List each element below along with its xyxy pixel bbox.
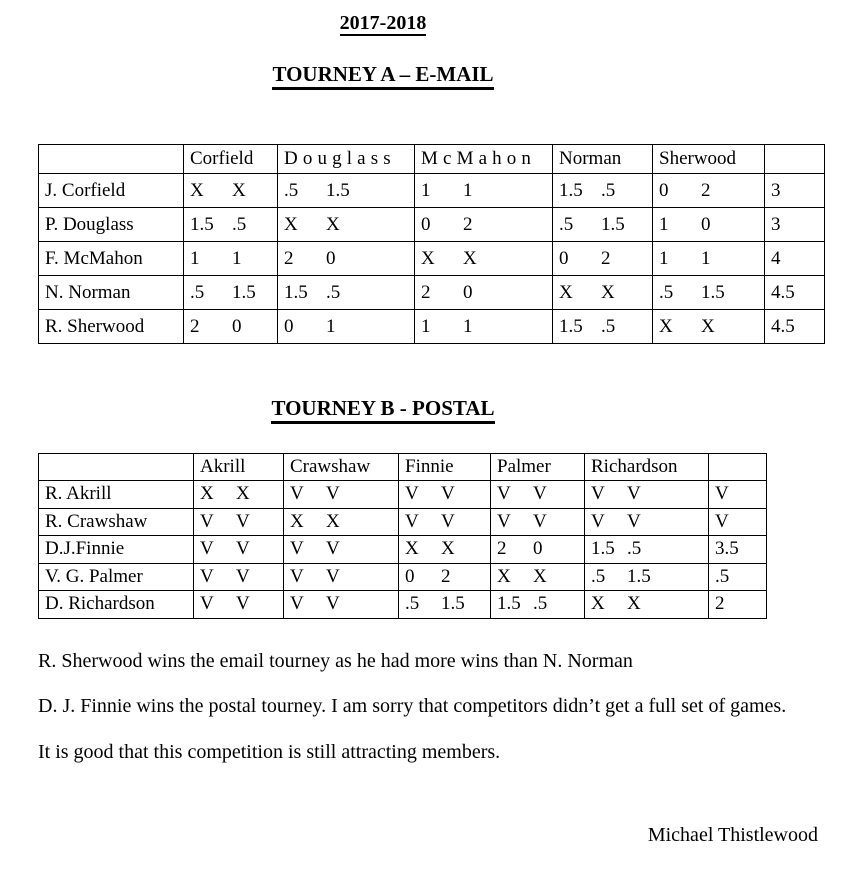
score-second: 1.5 [326,179,350,201]
score-second: .5 [601,179,616,201]
score-first: 0 [421,213,431,235]
score-second: X [326,213,340,235]
total-score: 3 [765,208,825,242]
score-second: V [533,510,547,532]
score-cell [284,591,399,619]
score-first: 1 [421,315,431,337]
score-second: X [627,593,641,615]
score-cell [585,591,709,619]
score-cell [653,242,765,276]
table-row [39,591,767,619]
player-name: N. Norman [39,276,184,310]
score-first: 1 [190,247,200,269]
score-cell [184,276,278,310]
score-first: X [659,315,673,337]
tourney-a-heading-block [38,63,728,90]
column-header-palmer: Palmer [491,454,585,481]
score-first: V [290,538,304,560]
score-cell [585,508,709,536]
page-title: 2017-2018 [339,12,427,34]
score-cell [184,174,278,208]
score-first: X [200,483,214,505]
column-header-empty [39,145,184,174]
score-first: 1.5 [284,281,308,303]
score-first: X [284,213,298,235]
score-cell [553,174,653,208]
score-first: V [290,483,304,505]
total-score: 3 [765,174,825,208]
tourney-b-table [38,453,767,619]
score-cell [194,536,284,564]
score-second: V [326,483,340,505]
score-first: X [290,510,304,532]
score-first: V [405,483,419,505]
header-row [39,145,825,174]
title-block [38,0,728,36]
total-score: V [709,481,767,509]
score-first: V [497,510,511,532]
column-header-corfield: Corfield [184,145,278,174]
score-first: 2 [284,247,294,269]
score-second: 0 [232,315,242,337]
score-second: .5 [601,315,616,337]
score-second: V [441,483,455,505]
score-cell [194,563,284,591]
score-second: 1.5 [232,281,256,303]
score-first: X [591,593,605,615]
score-cell [553,208,653,242]
player-name: R. Sherwood [39,310,184,344]
score-second: 1.5 [601,213,625,235]
score-second: 1.5 [627,565,651,587]
table-row [39,208,825,242]
score-second: 1.5 [441,593,465,615]
score-cell [284,508,399,536]
tourney-a-heading: TOURNEY A – E-MAIL [272,63,493,90]
score-cell [653,310,765,344]
score-second: 1 [463,315,473,337]
column-header-crawshaw: Crawshaw [284,454,399,481]
score-first: X [559,281,573,303]
score-second: V [326,593,340,615]
score-second: 2 [701,179,711,201]
score-first: V [200,510,214,532]
score-first: 2 [190,315,200,337]
score-first: X [405,538,419,560]
player-name: R. Crawshaw [39,508,194,536]
score-first: 1 [659,247,669,269]
score-cell [491,481,585,509]
score-cell [399,563,491,591]
score-cell [415,276,553,310]
column-header-empty [765,145,825,174]
score-first: 2 [421,281,431,303]
signature: Michael Thistlewood [647,823,818,846]
score-second: 1 [463,179,473,201]
score-first: V [200,593,214,615]
score-first: X [190,179,204,201]
total-score: 4.5 [765,276,825,310]
score-first: 1.5 [497,593,521,615]
score-cell [278,208,415,242]
score-first: 0 [284,315,294,337]
score-second: 1 [701,247,711,269]
column-header-empty [39,454,194,481]
score-first: 1.5 [190,213,214,235]
score-cell [553,310,653,344]
total-score: 3.5 [709,536,767,564]
score-first: .5 [559,213,574,235]
score-first: V [200,538,214,560]
score-second: X [232,179,246,201]
score-second: 1 [232,247,242,269]
score-cell [184,208,278,242]
column-header-empty [709,454,767,481]
score-cell [415,310,553,344]
score-second: .5 [627,538,642,560]
score-cell [553,276,653,310]
score-first: V [591,483,605,505]
score-first: .5 [190,281,205,303]
score-cell [284,563,399,591]
score-second: V [236,593,250,615]
score-second: 1 [326,315,336,337]
score-second: .5 [232,213,247,235]
score-cell [415,208,553,242]
score-second: V [236,538,250,560]
score-cell [278,276,415,310]
table-row [39,174,825,208]
score-cell [585,536,709,564]
total-score: 2 [709,591,767,619]
score-first: V [290,565,304,587]
score-cell [415,242,553,276]
score-cell [399,481,491,509]
score-second: V [533,483,547,505]
score-first: V [200,565,214,587]
total-score: 4 [765,242,825,276]
score-first: 1 [659,213,669,235]
player-name: R. Akrill [39,481,194,509]
score-first: V [591,510,605,532]
table-row [39,276,825,310]
table-row [39,508,767,536]
column-header-sherwood: Sherwood [653,145,765,174]
table-row [39,481,767,509]
score-first: 0 [659,179,669,201]
score-second: X [533,565,547,587]
tourney-a-table [38,144,825,344]
score-cell [399,536,491,564]
column-header-mcmahon: McMahon [415,145,553,174]
score-cell [653,174,765,208]
score-second: V [627,483,641,505]
score-first: 0 [405,565,415,587]
score-second: 0 [533,538,543,560]
table-row [39,563,767,591]
player-name: P. Douglass [39,208,184,242]
header-row [39,454,767,481]
column-header-douglass: Douglass [278,145,415,174]
score-cell [399,591,491,619]
score-first: 2 [497,538,507,560]
table-row [39,310,825,344]
score-second: X [463,247,477,269]
score-cell [284,536,399,564]
score-cell [653,276,765,310]
score-first: 0 [559,247,569,269]
player-name: V. G. Palmer [39,563,194,591]
score-first: .5 [284,179,299,201]
column-header-norman: Norman [553,145,653,174]
score-second: V [441,510,455,532]
score-cell [491,508,585,536]
score-cell [399,508,491,536]
score-cell [278,242,415,276]
note-postal-winner: D. J. Finnie wins the postal tourney. I am sorry that competitors didn’t get a full set of games. [38,694,787,717]
player-name: D.J.Finnie [39,536,194,564]
score-cell [194,481,284,509]
score-first: 1.5 [559,179,583,201]
score-first: .5 [591,565,606,587]
score-cell [278,174,415,208]
score-cell [278,310,415,344]
player-name: D. Richardson [39,591,194,619]
score-second: X [326,510,340,532]
score-first: .5 [405,593,420,615]
score-first: .5 [659,281,674,303]
column-header-akrill: Akrill [194,454,284,481]
column-header-richardson: Richardson [585,454,709,481]
tourney-b-heading: TOURNEY B - POSTAL [271,397,494,424]
score-cell [585,481,709,509]
score-cell [585,563,709,591]
score-cell [491,536,585,564]
score-first: X [497,565,511,587]
score-second: X [236,483,250,505]
score-second: V [627,510,641,532]
score-first: 1.5 [591,538,615,560]
score-cell [184,310,278,344]
score-cell [184,242,278,276]
score-cell [553,242,653,276]
column-header-finnie: Finnie [399,454,491,481]
player-name: F. McMahon [39,242,184,276]
score-second: V [326,565,340,587]
score-second: .5 [533,593,548,615]
score-second: 2 [441,565,451,587]
score-second: 0 [701,213,711,235]
score-second: V [236,565,250,587]
score-cell [491,591,585,619]
total-score: V [709,508,767,536]
score-second: 2 [601,247,611,269]
score-second: V [236,510,250,532]
score-second: 2 [463,213,473,235]
score-first: V [290,593,304,615]
note-email-winner: R. Sherwood wins the email tourney as he had more wins than N. Norman [38,649,633,672]
score-first: V [405,510,419,532]
score-second: 0 [326,247,336,269]
score-second: X [701,315,715,337]
tourney-b-heading-block [38,397,728,424]
note-competition: It is good that this competition is still attracting members. [38,740,501,763]
score-first: V [497,483,511,505]
score-cell [491,563,585,591]
score-cell [194,591,284,619]
table-row [39,242,825,276]
total-score: .5 [709,563,767,591]
score-cell [415,174,553,208]
score-first: 1.5 [559,315,583,337]
score-first: 1 [421,179,431,201]
score-second: X [601,281,615,303]
score-second: .5 [326,281,341,303]
score-second: V [326,538,340,560]
player-name: J. Corfield [39,174,184,208]
score-cell [284,481,399,509]
table-row [39,536,767,564]
score-second: 0 [463,281,473,303]
total-score: 4.5 [765,310,825,344]
score-second: X [441,538,455,560]
score-second: 1.5 [701,281,725,303]
score-cell [653,208,765,242]
score-first: X [421,247,435,269]
score-cell [194,508,284,536]
